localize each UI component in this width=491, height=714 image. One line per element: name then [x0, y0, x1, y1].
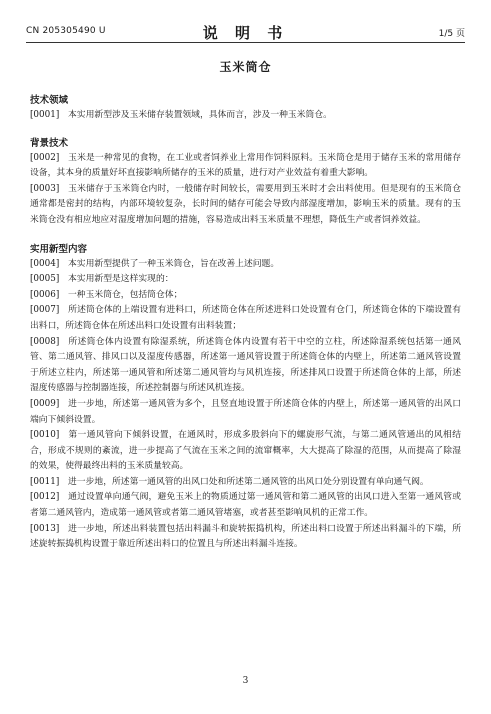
document-body	[30, 94, 461, 553]
paragraph-number: [0001]	[30, 110, 60, 120]
page-number: 3	[242, 676, 249, 686]
page-header	[26, 24, 465, 40]
document-type: 说 明 书	[202, 24, 289, 42]
header-divider	[26, 42, 465, 43]
paragraph-0005	[30, 272, 461, 288]
paragraph-text: 进一步地，所述第一通风管的出风口处和所述第二通风管的出风口处分别设置有单向通气阀。	[68, 476, 429, 487]
paragraph-text: 本实用新型是这样实现的：	[68, 274, 174, 285]
paragraph-text: 进一步地，所述出料装置包括出料漏斗和旋转振捣机构，所述出料口设置于所述出料漏斗的下端，所述旋转振捣机构设置于靠近所述出料口的位置且与所述出料漏斗连接。	[30, 523, 461, 550]
paragraph-number: [0009]	[30, 398, 60, 409]
patent-number: CN 205305490 U	[26, 26, 106, 36]
paragraph-number: [0011]	[30, 476, 60, 487]
paragraph-0003	[30, 182, 461, 229]
paragraph-0010	[30, 428, 461, 475]
paragraph-number: [0005]	[30, 274, 60, 285]
paragraph-0011	[30, 475, 461, 491]
paragraph-0008	[30, 335, 461, 397]
section-heading-tech-field: 技术领域	[30, 95, 69, 106]
paragraph-0012	[30, 490, 461, 521]
paragraph-0009	[30, 397, 461, 428]
page-indicator: 1/5 页	[438, 29, 465, 39]
paragraph-number: [0007]	[30, 305, 60, 316]
paragraph-text: 所述筒仓体内设置有除湿系统，所述筒仓体内设置有若干中空的立柱，所述除湿系统包括第一通风管、第二通风管、排风口以及湿度传感器，所述第一通风管设置于所述筒仓体的内壁上，所述第二通风管设置于所述立柱内，所述第一通风管和所述第二通风管均与风机连接，所述排风口设置于所述筒仓体的上部，所述湿度传感器与控制器连接，所述控制器与所述风机连接。	[30, 336, 461, 394]
paragraph-number: [0003]	[30, 183, 60, 194]
paragraph-text: 玉米储存于玉米筒仓内时，一般储存时间较长，需要用到玉米时才会出料使用。但是现有的玉米筒仓通常都是密封的结构，内部环境较复杂，长时间的储存可能会导致内部湿度增加，影响玉米的质量。现有的玉米筒仓没有相应地应对湿度增加问题的措施，容易造成出料玉米质量不理想，降低生产或者饲养效益。	[30, 183, 461, 225]
paragraph-0013	[30, 522, 461, 553]
paragraph-number: [0008]	[30, 336, 60, 347]
document-title: 玉米筒仓	[219, 60, 272, 74]
section-heading-utility: 实用新型内容	[30, 243, 88, 255]
paragraph-0002	[30, 151, 461, 182]
paragraph-number: [0013]	[30, 523, 60, 534]
section-heading-background: 背景技术	[30, 137, 69, 149]
paragraph-number: [0012]	[30, 492, 60, 503]
paragraph-0007	[30, 303, 461, 334]
paragraph-text: 所述筒仓体的上端设置有进料口，所述筒仓体在所述进料口处设置有仓门，所述筒仓体的下端设置有出料口，所述筒仓体在所述出料口处设置有出料装置；	[30, 305, 461, 331]
paragraph-number: [0006]	[30, 289, 60, 300]
paragraph-0001	[30, 108, 461, 124]
paragraph-text: 通过设置单向通气阀，避免玉米上的物质通过第一通风管和第二通风管的出风口进入至第一通风管或者第二通风管内，造成第一通风管或者第二通风管堵塞，或者甚至影响风机的正常工作。	[30, 492, 461, 519]
paragraph-text: 第一通风管向下倾斜设置，在通风时，形成多股斜向下的螺旋形气流，与第二通风管通出的风相结合，形成不规则的紊流，进一步提高了气流在玉米之间的流窜概率，大大提高了除湿的范围，从而提高了除湿的效果，使得最终出料的玉米质量较高。	[30, 430, 461, 472]
paragraph-number: [0002]	[30, 152, 60, 163]
paragraph-text: 玉米是一种常见的食物，在工业或者饲养业上常用作饲料原料。玉米筒仓是用于储存玉米的常用储存设备，其本身的质量好坏直接影响所储存的玉米的质量，进行对产业效益有着重大影响。	[30, 152, 461, 179]
paragraph-0004	[30, 257, 461, 273]
paragraph-text: 本实用新型提供了一种玉米筒仓，旨在改善上述问题。	[68, 258, 280, 269]
paragraph-0006	[30, 288, 461, 304]
paragraph-text: 本实用新型涉及玉米储存装置领域，具体而言，涉及一种玉米筒仓。	[68, 110, 332, 120]
paragraph-number: [0004]	[30, 258, 60, 269]
paragraph-number: [0010]	[30, 430, 60, 441]
paragraph-text: 一种玉米筒仓，包括筒仓体；	[68, 289, 183, 300]
paragraph-text: 进一步地，所述第一通风管为多个，且竖直地设置于所述筒仓体的内壁上，所述第一通风管的出风口端向下倾斜设置。	[30, 398, 461, 425]
